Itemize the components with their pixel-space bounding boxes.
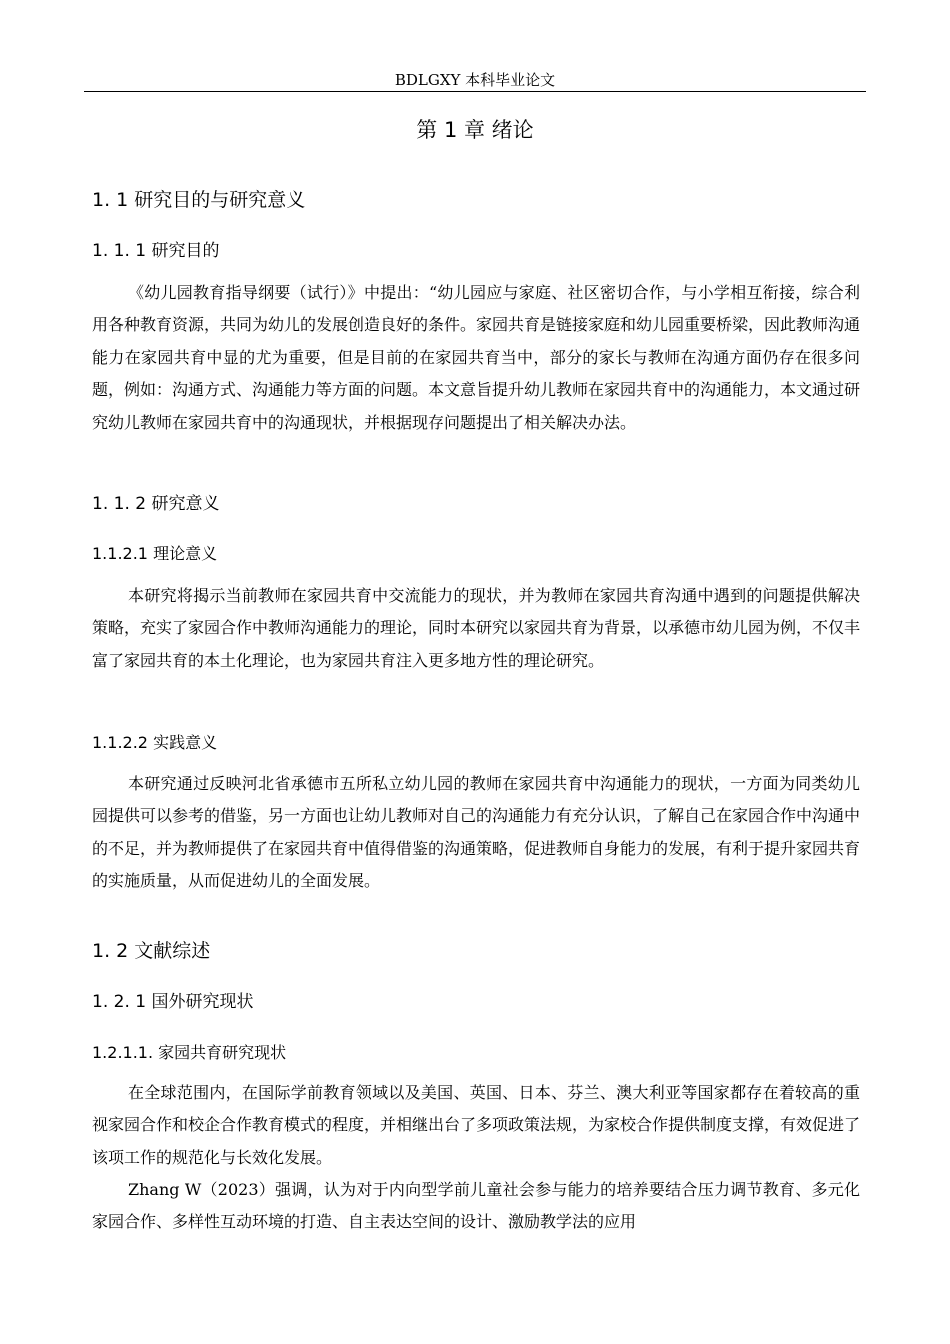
section-heading-1-1-2: 1. 1. 2 研究意义 bbox=[92, 494, 220, 514]
section-heading-1-1-2-1: 1.1.2.1 理论意义 bbox=[92, 544, 218, 563]
header-divider bbox=[84, 91, 866, 92]
paragraph-theoretical-significance: 本研究将揭示当前教师在家园共育中交流能力的现状，并为教师在家园共育沟通中遇到的问题提供解决策略，充实了家园合作中教师沟通能力的理论，同时本研究以家园共育为背景，以承德市幼儿园为例，不仅丰富了家园共育的本土化理论，也为家园共育注入更多地方性的理论研究。 bbox=[92, 586, 861, 670]
section-heading-1-1: 1. 1 研究目的与研究意义 bbox=[92, 189, 306, 211]
chapter-title: 第 1 章 绪论 bbox=[416, 118, 534, 142]
section-heading-1-2: 1. 2 文献综述 bbox=[92, 940, 211, 962]
section-heading-1-1-1: 1. 1. 1 研究目的 bbox=[92, 241, 220, 261]
paragraph-practical-significance: 本研究通过反映河北省承德市五所私立幼儿园的教师在家园共育中沟通能力的现状，一方面为同类幼儿园提供可以参考的借鉴，另一方面也让幼儿教师对自己的沟通能力有充分认识，了解自己在家园合作中沟通中的不足，并为教师提供了在家园共育中值得借鉴的沟通策略，促进教师自身能力的发展，有利于提升家园共育的实施质量，从而促进幼儿的全面发展。 bbox=[92, 774, 861, 891]
section-heading-1-2-1-1: 1.2.1.1. 家园共育研究现状 bbox=[92, 1043, 287, 1062]
section-heading-1-2-1: 1. 2. 1 国外研究现状 bbox=[92, 992, 254, 1012]
paragraph-research-purpose: 《幼儿园教育指导纲要（试行）》中提出：“幼儿园应与家庭、社区密切合作，与小学相互衔接，综合利用各种教育资源，共同为幼儿的发展创造良好的条件。家园共育是链接家庭和幼儿园重要桥梁，因此教师沟通能力在家园共育中显的尤为重要，但是目前的在家园共育当中，部分的家长与教师在沟通方面仍存在很多问题，例如：沟通方式、沟通能力等方面的问题。本文意旨提升幼儿教师在家园共育中的沟通能力，本文通过研究幼儿教师在家园共育中的沟通现状，并根据现存问题提出了相关解决办法。 bbox=[92, 283, 861, 432]
page-header: BDLGXY 本科毕业论文 bbox=[394, 71, 556, 89]
section-heading-1-1-2-2: 1.1.2.2 实践意义 bbox=[92, 733, 218, 752]
paragraph-home-school-research: 在全球范围内，在国际学前教育领域以及美国、英国、日本、芬兰、澳大利亚等国家都存在着较高的重视家园合作和校企合作教育模式的程度，并相继出台了多项政策法规，为家校合作提供制度支撑，有效促进了该项工作的规范化与长效化发展。 bbox=[92, 1083, 861, 1167]
paragraph-zhang-w-2023: Zhang W（2023）强调，认为对于内向型学前儿童社会参与能力的培养要结合压力调节教育、多元化家园合作、多样性互动环境的打造、自主表达空间的设计、激励教学法的应用 bbox=[92, 1180, 860, 1232]
